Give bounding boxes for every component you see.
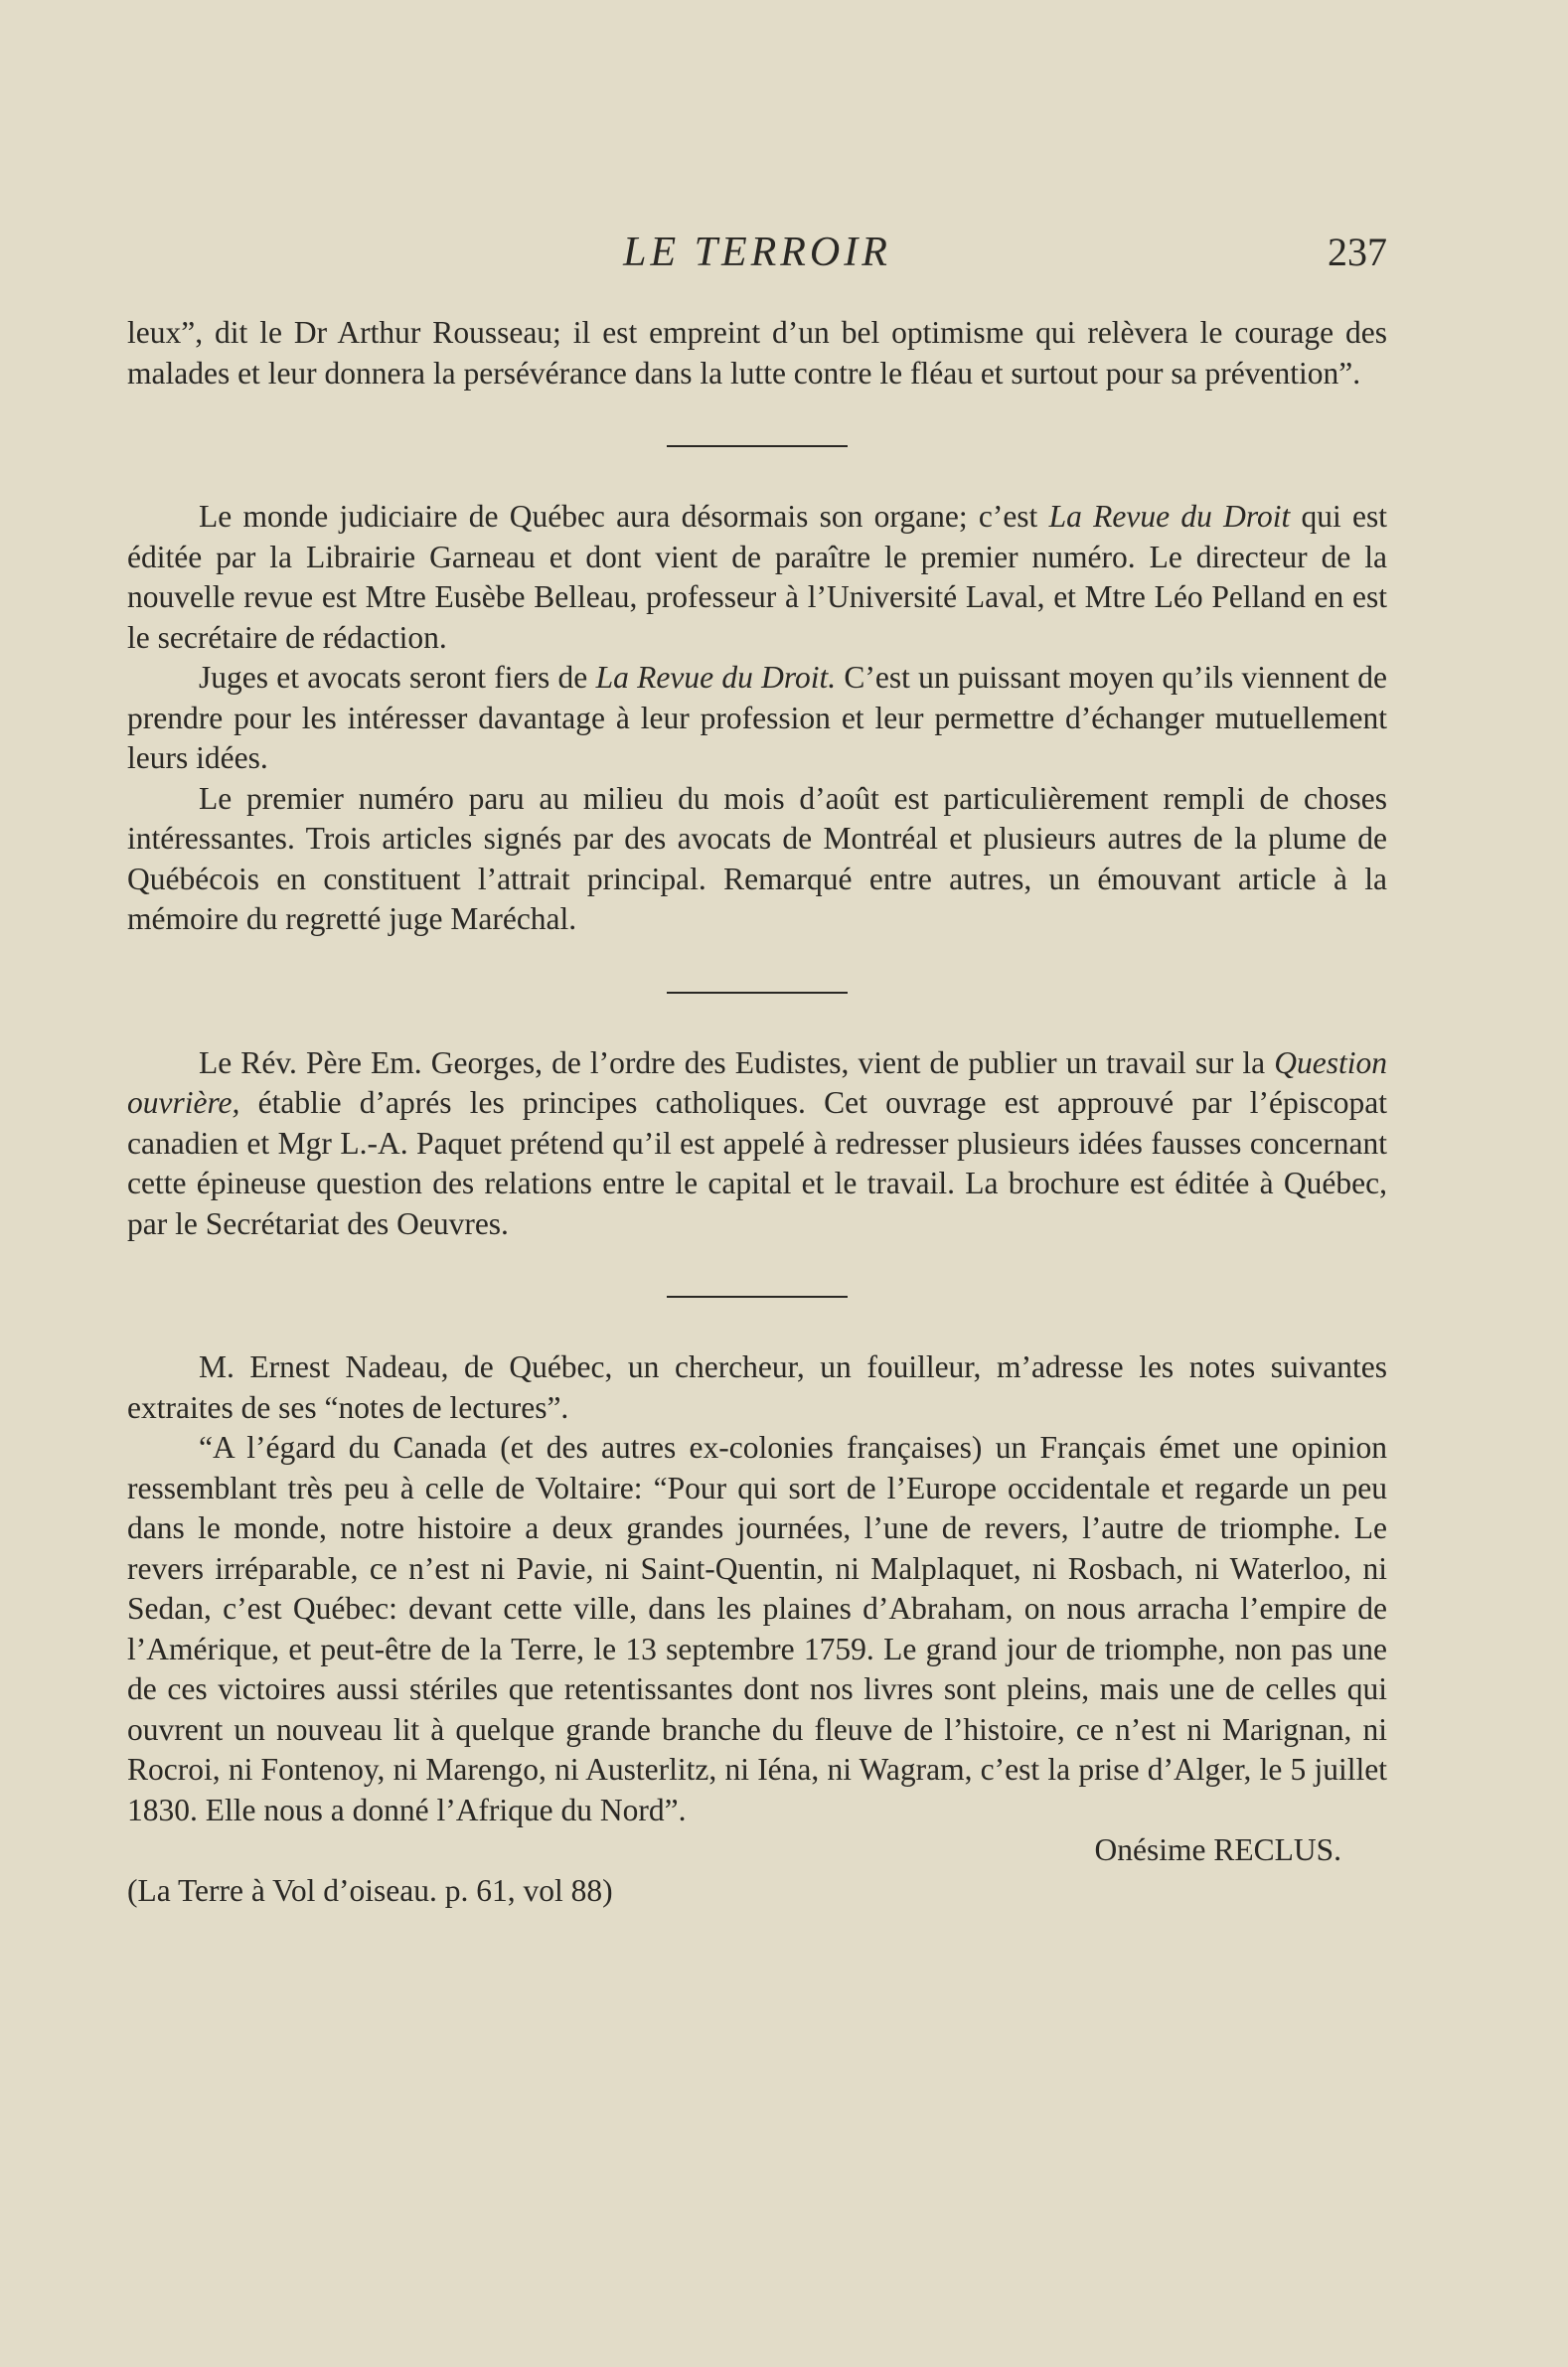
page-number: 237 (1328, 230, 1387, 274)
citation: (La Terre à Vol d’oiseau. p. 61, vol 88) (127, 1872, 613, 1908)
running-title: LE TERROIR (623, 230, 891, 275)
running-header (127, 221, 1387, 280)
quotation: “A l’égard du Canada (et des autres ex-colonies françaises) un Français émet une opinion ressemblant très peu à celle de Voltaire: “Pour qui sort de l’Europe occidentale et regarde un peu dans le monde, notre histoire a deux grandes journées, l’une de revers, l’autre de triomphe. Le revers irréparable, ce n’est ni Pavie, ni Saint-Quentin, ni Malplaquet, ni Rosbach, ni Waterloo, ni Sedan, c’est Québec: devant cette ville, dans les plaines d’Abraham, on nous arracha l’empire de l’Amérique, et peut-être de la Terre, le 13 septembre 1759. Le grand jour de triomphe, non pas une de ces victoires aussi stériles que retentissantes dont nos livres sont pleins, mais une de celles qui ouvrent un nouveau lit à quelque grande branche du fleuve de l’histoire, ce n’est ni Marignan, ni Rocroi, ni Fontenoy, ni Marengo, ni Austerlitz, ni Iéna, ni Wagram, c’est la prise d’Alger, le 5 juillet 1830. Elle nous a donné l’Afrique du Nord”. (127, 1430, 1387, 1827)
paragraph: Le monde judiciaire de Québec aura désormais son organe; c’est La Revue du Droit qui est éditée par la Librairie Garneau et dont vient de paraître le premier numéro. Le directeur de la nouvelle revue est Mtre Eusèbe Belleau, professeur à l’Université Laval, et Mtre Léo Pelland en est le secrétaire de rédaction. (127, 499, 1388, 655)
signature: Onésime RECLUS. (1094, 1832, 1341, 1867)
paragraph: Le Rév. Père Em. Georges, de l’ordre des Eudistes, vient de publier un travail sur la Question ouvrière, établie d’aprés les principes catholiques. Cet ouvrage est approuvé par l’épiscopat canadien et Mgr L.-A. Paquet prétend qu’il est appelé à redresser plusieurs idées fausses concernant cette épineuse question des relations entre le capital et le travail. La brochure est éditée à Québec, par le Secrétariat des Oeuvres. (127, 1044, 1387, 1241)
paragraph: M. Ernest Nadeau, de Québec, un chercheur, un fouilleur, m’adresse les notes suivantes extraites de ses “notes de lectures”. (127, 1349, 1387, 1425)
paragraph: leux”, dit le Dr Arthur Rousseau; il est empreint d’un bel optimisme qui relèvera le courage des malades et leur donnera la persévérance dans la lutte contre le fléau et surtout pour sa prévention”. (127, 315, 1387, 391)
paragraph: Juges et avocats seront fiers de La Revue du Droit. C’est un puissant moyen qu’ils viennent de prendre pour les intéresser davantage à leur profession et leur permettre d’échanger mutuellement leurs idées. (127, 660, 1387, 775)
work-title: Question ouvrière, (127, 1044, 1387, 1120)
page-body (127, 313, 1387, 1911)
journal-title: La Revue du Droit (1048, 499, 1291, 534)
paragraph: Le premier numéro paru au milieu du mois d’août est particulièrement rempli de choses intéressantes. Trois articles signés par des avocats de Montréal et plusieurs autres de la plume de Québécois en constituent l’attrait principal. Remarqué entre autres, un émouvant article à la mémoire du regretté juge Maréchal. (127, 780, 1387, 936)
journal-title: La Revue du Droit. (595, 660, 837, 695)
